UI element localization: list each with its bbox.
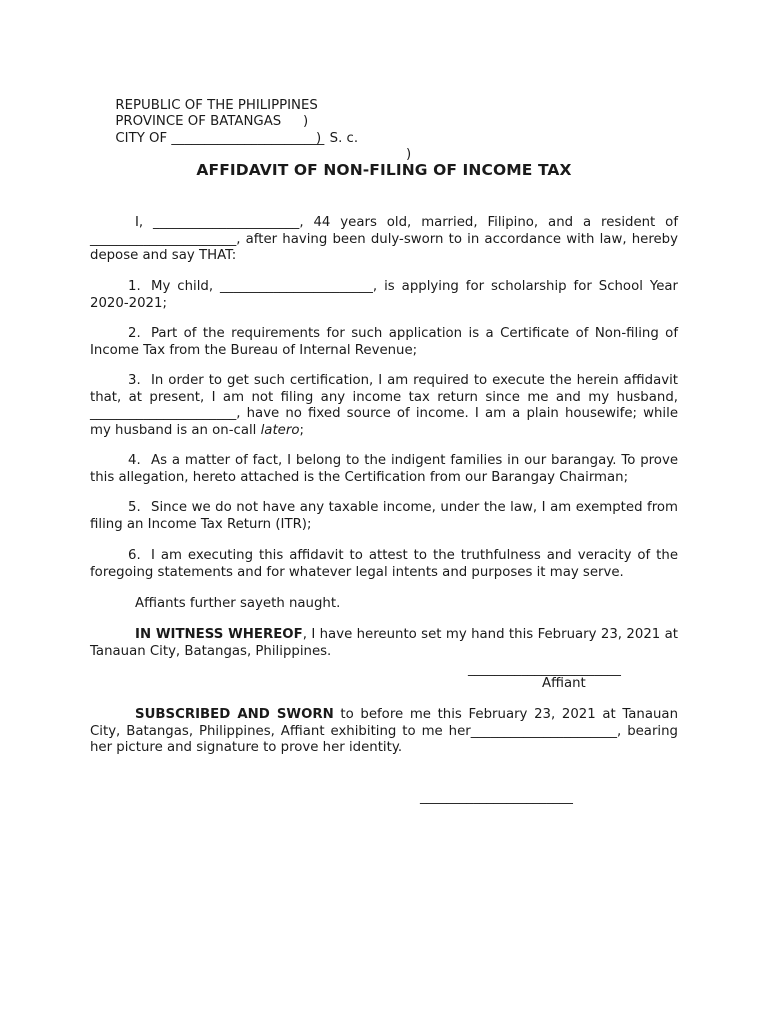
subscribed-heading: SUBSCRIBED AND SWORN	[135, 707, 334, 722]
item-text: As a matter of fact, I belong to the indigent families in our barangay. To prove this allegation, hereto attached is the Certification from our Barangay Chairman;	[90, 453, 678, 485]
intro-paragraph	[90, 215, 678, 265]
document-title: AFFIDAVIT OF NON-FILING OF INCOME TAX	[196, 161, 572, 179]
item-number: 6.	[128, 548, 141, 563]
item-number: 5.	[128, 500, 141, 515]
caption-paren-sc: ) S. c.	[316, 130, 359, 146]
item-text: My child, _______________________, is applying for scholarship for School Year 2020-2021;	[90, 279, 678, 311]
item-4-paragraph	[90, 453, 678, 486]
further-text: Affiants further sayeth naught.	[135, 596, 341, 611]
item-5-paragraph	[90, 500, 678, 533]
affiant-label: Affiant	[542, 676, 586, 691]
item-3-paragraph	[90, 373, 678, 439]
item-text: I am executing this affidavit to attest to the truthfulness and veracity of the foregoing statements and for whatever legal intents and purposes it may serve.	[90, 548, 678, 580]
caption-province-text: PROVINCE OF BATANGAS	[115, 114, 282, 129]
intro-text: I, ______________________, 44 years old, married, Filipino, and a resident of ______________________, after having been duly-sworn to in accordance with law, hereby depose and say THAT:	[90, 215, 678, 263]
item-italic-word: latero	[260, 422, 300, 438]
item-number: 2.	[128, 326, 141, 341]
caption-paren: )	[303, 114, 309, 129]
caption-city-text: CITY OF _______________________	[115, 130, 325, 146]
item-6-paragraph	[90, 548, 678, 581]
item-1-paragraph	[90, 279, 678, 312]
item-text-end: ;	[299, 422, 304, 438]
document-caption	[90, 81, 450, 162]
caption-paren: )	[406, 147, 412, 162]
further-paragraph	[90, 596, 678, 613]
caption-republic-text: REPUBLIC OF THE PHILIPPINES	[115, 97, 318, 113]
witness-text: , I have hereunto set my hand this February 23, 2021 at Tanauan City, Batangas, Philippines.	[90, 627, 679, 659]
item-number: 1.	[128, 279, 141, 294]
subscribed-text: to before me this February 23, 2021 at Tanauan City, Batangas, Philippines, Affiant exhibiting to me her______________________, bearing her picture and signature to prove her identity.	[90, 707, 678, 755]
officer-signature-line: _______________________	[420, 790, 573, 805]
item-text: Part of the requirements for such application is a Certificate of Non-filing of Income Tax from the Bureau of Internal Revenue;	[90, 326, 678, 358]
item-number: 4.	[128, 453, 141, 468]
item-2-paragraph	[90, 326, 678, 359]
item-text: In order to get such certification, I am required to execute the herein affidavit that, at present, I am not filing any income tax return since me and my husband, ______________________, have no fixed source of income. I am a plain housewife; while my husband is an on-call	[90, 373, 678, 438]
affiant-signature-line: _______________________	[468, 662, 621, 677]
item-number: 3.	[128, 373, 141, 388]
subscribed-paragraph	[90, 707, 678, 757]
item-text: Since we do not have any taxable income, under the law, I am exempted from filing an Income Tax Return (ITR);	[90, 500, 678, 532]
witness-paragraph	[90, 627, 678, 660]
witness-heading: IN WITNESS WHEREOF	[135, 627, 303, 642]
